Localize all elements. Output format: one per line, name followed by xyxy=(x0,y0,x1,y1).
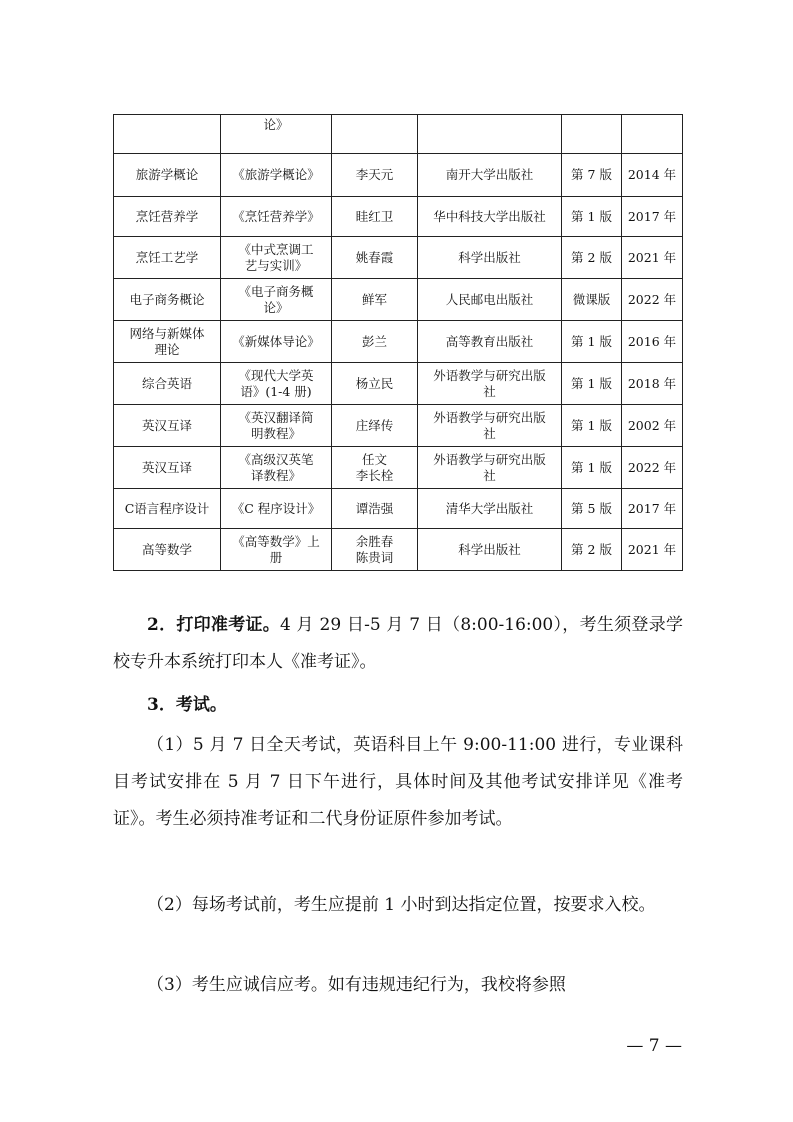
section-2-paragraph xyxy=(113,607,683,681)
cell-course xyxy=(114,237,221,279)
cell-line: 南开大学出版社 xyxy=(445,167,534,182)
cell-line: 2021 年 xyxy=(627,541,677,557)
cell-line: 烹饪工艺学 xyxy=(135,249,199,265)
cell-publisher xyxy=(418,363,562,405)
cell-line: 第 1 版 xyxy=(571,417,612,433)
cell-line: 论》 xyxy=(263,117,289,132)
cell-publisher xyxy=(418,489,562,529)
cell-line: 第 1 版 xyxy=(571,375,612,391)
cell-line: 第 5 版 xyxy=(571,500,612,516)
cell-publisher xyxy=(418,279,562,321)
cell-line: 人民邮电出版社 xyxy=(445,291,534,307)
cell-book xyxy=(221,447,332,489)
cell-course xyxy=(114,363,221,405)
cell-course xyxy=(114,529,221,571)
cell-line: 英汉互译 xyxy=(141,417,192,433)
cell-line: 科学出版社 xyxy=(458,541,521,557)
cell-line: 2022 年 xyxy=(627,291,677,307)
cell-line: 译教程》 xyxy=(250,467,301,483)
cell-book xyxy=(221,489,332,529)
cell-line: 网络与新媒体 xyxy=(129,325,205,341)
cell-line: 第 1 版 xyxy=(571,459,612,475)
cell-year xyxy=(622,363,683,405)
cell-year xyxy=(622,197,683,237)
cell-line: 第 2 版 xyxy=(571,541,612,557)
cell-publisher xyxy=(418,447,562,489)
cell-edition xyxy=(562,154,622,197)
cell-year xyxy=(622,447,683,489)
section-2-text: 4 月 29 日-5 月 7 日（8:00-16:00），考生须登录学校专升本系统打印本人《准考证》。 xyxy=(113,615,683,672)
table-row xyxy=(114,197,683,237)
cell-line: 外语教学与研究出版 xyxy=(433,367,546,383)
section-2-heading: 2．打印准考证。 xyxy=(147,615,281,635)
cell-line: 社 xyxy=(483,425,496,441)
cell-line: 姚春霞 xyxy=(355,249,394,265)
cell-book xyxy=(221,197,332,237)
cell-line: 鲜军 xyxy=(361,291,387,307)
cell-line: 社 xyxy=(483,467,496,483)
cell-course xyxy=(114,321,221,363)
cell-line: 微课版 xyxy=(572,291,611,307)
cell-line: 2017 年 xyxy=(627,500,677,516)
cell-line: 册 xyxy=(269,549,283,565)
cell-line: 陈贵词 xyxy=(355,549,394,565)
cell-line: 第 1 版 xyxy=(571,208,612,224)
cell-line: 《新媒体导论》 xyxy=(232,333,320,349)
cell-line: 眭红卫 xyxy=(355,208,394,224)
cell-publisher xyxy=(418,405,562,447)
cell-line: 彭兰 xyxy=(361,333,387,349)
cell-book xyxy=(221,529,332,571)
table-row xyxy=(114,447,683,489)
cell-publisher xyxy=(418,197,562,237)
table-row xyxy=(114,529,683,571)
exam-item-3: （3）考生应诚信应考。如有违规违纪行为，我校将参照 xyxy=(147,975,566,995)
cell-book xyxy=(221,405,332,447)
cell-course xyxy=(114,115,221,154)
section-3-heading: 3．考试。 xyxy=(147,695,227,715)
cell-edition xyxy=(562,197,622,237)
cell-line: 2016 年 xyxy=(627,333,677,349)
table-row xyxy=(114,237,683,279)
cell-edition xyxy=(562,447,622,489)
cell-line: 《英汉翻译简 xyxy=(238,409,314,425)
cell-year xyxy=(622,279,683,321)
cell-line: 2018 年 xyxy=(627,375,677,391)
cell-publisher xyxy=(418,154,562,197)
cell-line: 理论 xyxy=(154,341,180,357)
section-3-heading-paragraph xyxy=(113,687,683,724)
cell-year xyxy=(622,321,683,363)
cell-line: 外语教学与研究出版 xyxy=(433,451,546,467)
cell-line: 2014 年 xyxy=(627,167,677,182)
cell-line: 谭浩强 xyxy=(355,500,394,516)
table-row xyxy=(114,405,683,447)
cell-line: 高等教育出版社 xyxy=(445,333,534,349)
cell-line: 电子商务概论 xyxy=(129,291,205,307)
cell-edition xyxy=(562,529,622,571)
cell-line: 《电子商务概 xyxy=(238,283,314,299)
cell-line: 2022 年 xyxy=(627,459,677,475)
cell-line: 《现代大学英 xyxy=(238,367,314,383)
cell-edition xyxy=(562,489,622,529)
cell-line: 第 7 版 xyxy=(571,167,612,182)
cell-line: 艺与实训》 xyxy=(244,257,308,273)
cell-line: 《烹饪营养学》 xyxy=(232,208,320,224)
cell-book xyxy=(221,363,332,405)
cell-edition xyxy=(562,237,622,279)
cell-author xyxy=(332,529,418,571)
cell-year xyxy=(622,115,683,154)
table-row xyxy=(114,321,683,363)
cell-publisher xyxy=(418,115,562,154)
cell-edition xyxy=(562,363,622,405)
cell-publisher xyxy=(418,321,562,363)
cell-line: 综合英语 xyxy=(141,375,192,391)
cell-line: 余胜春 xyxy=(355,533,394,549)
cell-course xyxy=(114,489,221,529)
cell-book xyxy=(221,279,332,321)
cell-course xyxy=(114,154,221,197)
table-row xyxy=(114,363,683,405)
page-number: — 7 — xyxy=(626,1036,682,1056)
cell-edition xyxy=(562,321,622,363)
cell-line: 烹饪营养学 xyxy=(135,208,199,224)
cell-line: C语言程序设计 xyxy=(124,500,210,516)
cell-line: 第 1 版 xyxy=(571,333,612,349)
cell-line: 《中式烹调工 xyxy=(238,241,314,257)
cell-publisher xyxy=(418,529,562,571)
cell-author xyxy=(332,447,418,489)
cell-line: 《高等数学》上 xyxy=(232,533,320,549)
cell-year xyxy=(622,237,683,279)
cell-edition xyxy=(562,115,622,154)
cell-line: 《旅游学概论》 xyxy=(232,167,320,182)
cell-line: 任文 xyxy=(361,451,387,467)
cell-line: 2021 年 xyxy=(627,249,677,265)
cell-line: 英汉互译 xyxy=(141,459,192,475)
cell-line: 2002 年 xyxy=(627,417,677,433)
textbook-table xyxy=(113,114,683,571)
cell-line: 社 xyxy=(483,383,496,399)
cell-line: 李长栓 xyxy=(355,467,394,483)
cell-year xyxy=(622,489,683,529)
cell-line: 清华大学出版社 xyxy=(445,500,534,516)
cell-author xyxy=(332,279,418,321)
table-row xyxy=(114,279,683,321)
cell-year xyxy=(622,529,683,571)
cell-line: 华中科技大学出版社 xyxy=(433,208,546,224)
cell-author xyxy=(332,115,418,154)
table-row xyxy=(114,115,683,154)
textbook-table-body xyxy=(114,115,683,571)
cell-author xyxy=(332,154,418,197)
cell-line: 李天元 xyxy=(355,167,394,182)
cell-year xyxy=(622,154,683,197)
cell-edition xyxy=(562,405,622,447)
cell-line: 旅游学概论 xyxy=(135,167,199,182)
cell-line: 庄绎传 xyxy=(355,417,394,433)
cell-line: 科学出版社 xyxy=(458,249,521,265)
cell-book xyxy=(221,154,332,197)
cell-line: 杨立民 xyxy=(355,375,394,391)
cell-course xyxy=(114,197,221,237)
cell-author xyxy=(332,405,418,447)
exam-item-2: （2）每场考试前，考生应提前 1 小时到达指定位置，按要求入校。 xyxy=(147,895,656,915)
cell-book xyxy=(221,321,332,363)
cell-author xyxy=(332,321,418,363)
cell-author xyxy=(332,363,418,405)
cell-book xyxy=(221,237,332,279)
table-row xyxy=(114,489,683,529)
cell-course xyxy=(114,279,221,321)
exam-item-1: （1）5 月 7 日全天考试，英语科目上午 9:00-11:00 进行，专业课科目考试安排在 5 月 7 日下午进行，具体时间及其他考试安排详见《准考证》。考生必须持准考证和二代身份证原件参加考试。 xyxy=(113,735,683,829)
cell-line: 《高级汉英笔 xyxy=(238,451,314,467)
cell-course xyxy=(114,447,221,489)
cell-edition xyxy=(562,279,622,321)
cell-line: 论》 xyxy=(263,299,289,315)
cell-line: 高等数学 xyxy=(141,541,192,557)
cell-author xyxy=(332,197,418,237)
cell-line: 《C 程序设计》 xyxy=(231,500,321,516)
cell-author xyxy=(332,237,418,279)
cell-book xyxy=(221,115,332,154)
cell-line: 2017 年 xyxy=(627,208,677,224)
cell-line: 语》(1-4 册) xyxy=(240,383,312,399)
cell-course xyxy=(114,405,221,447)
table-row xyxy=(114,154,683,197)
cell-line: 第 2 版 xyxy=(571,249,612,265)
cell-author xyxy=(332,489,418,529)
cell-line: 外语教学与研究出版 xyxy=(433,409,546,425)
cell-publisher xyxy=(418,237,562,279)
cell-line: 明教程》 xyxy=(250,425,301,441)
cell-year xyxy=(622,405,683,447)
